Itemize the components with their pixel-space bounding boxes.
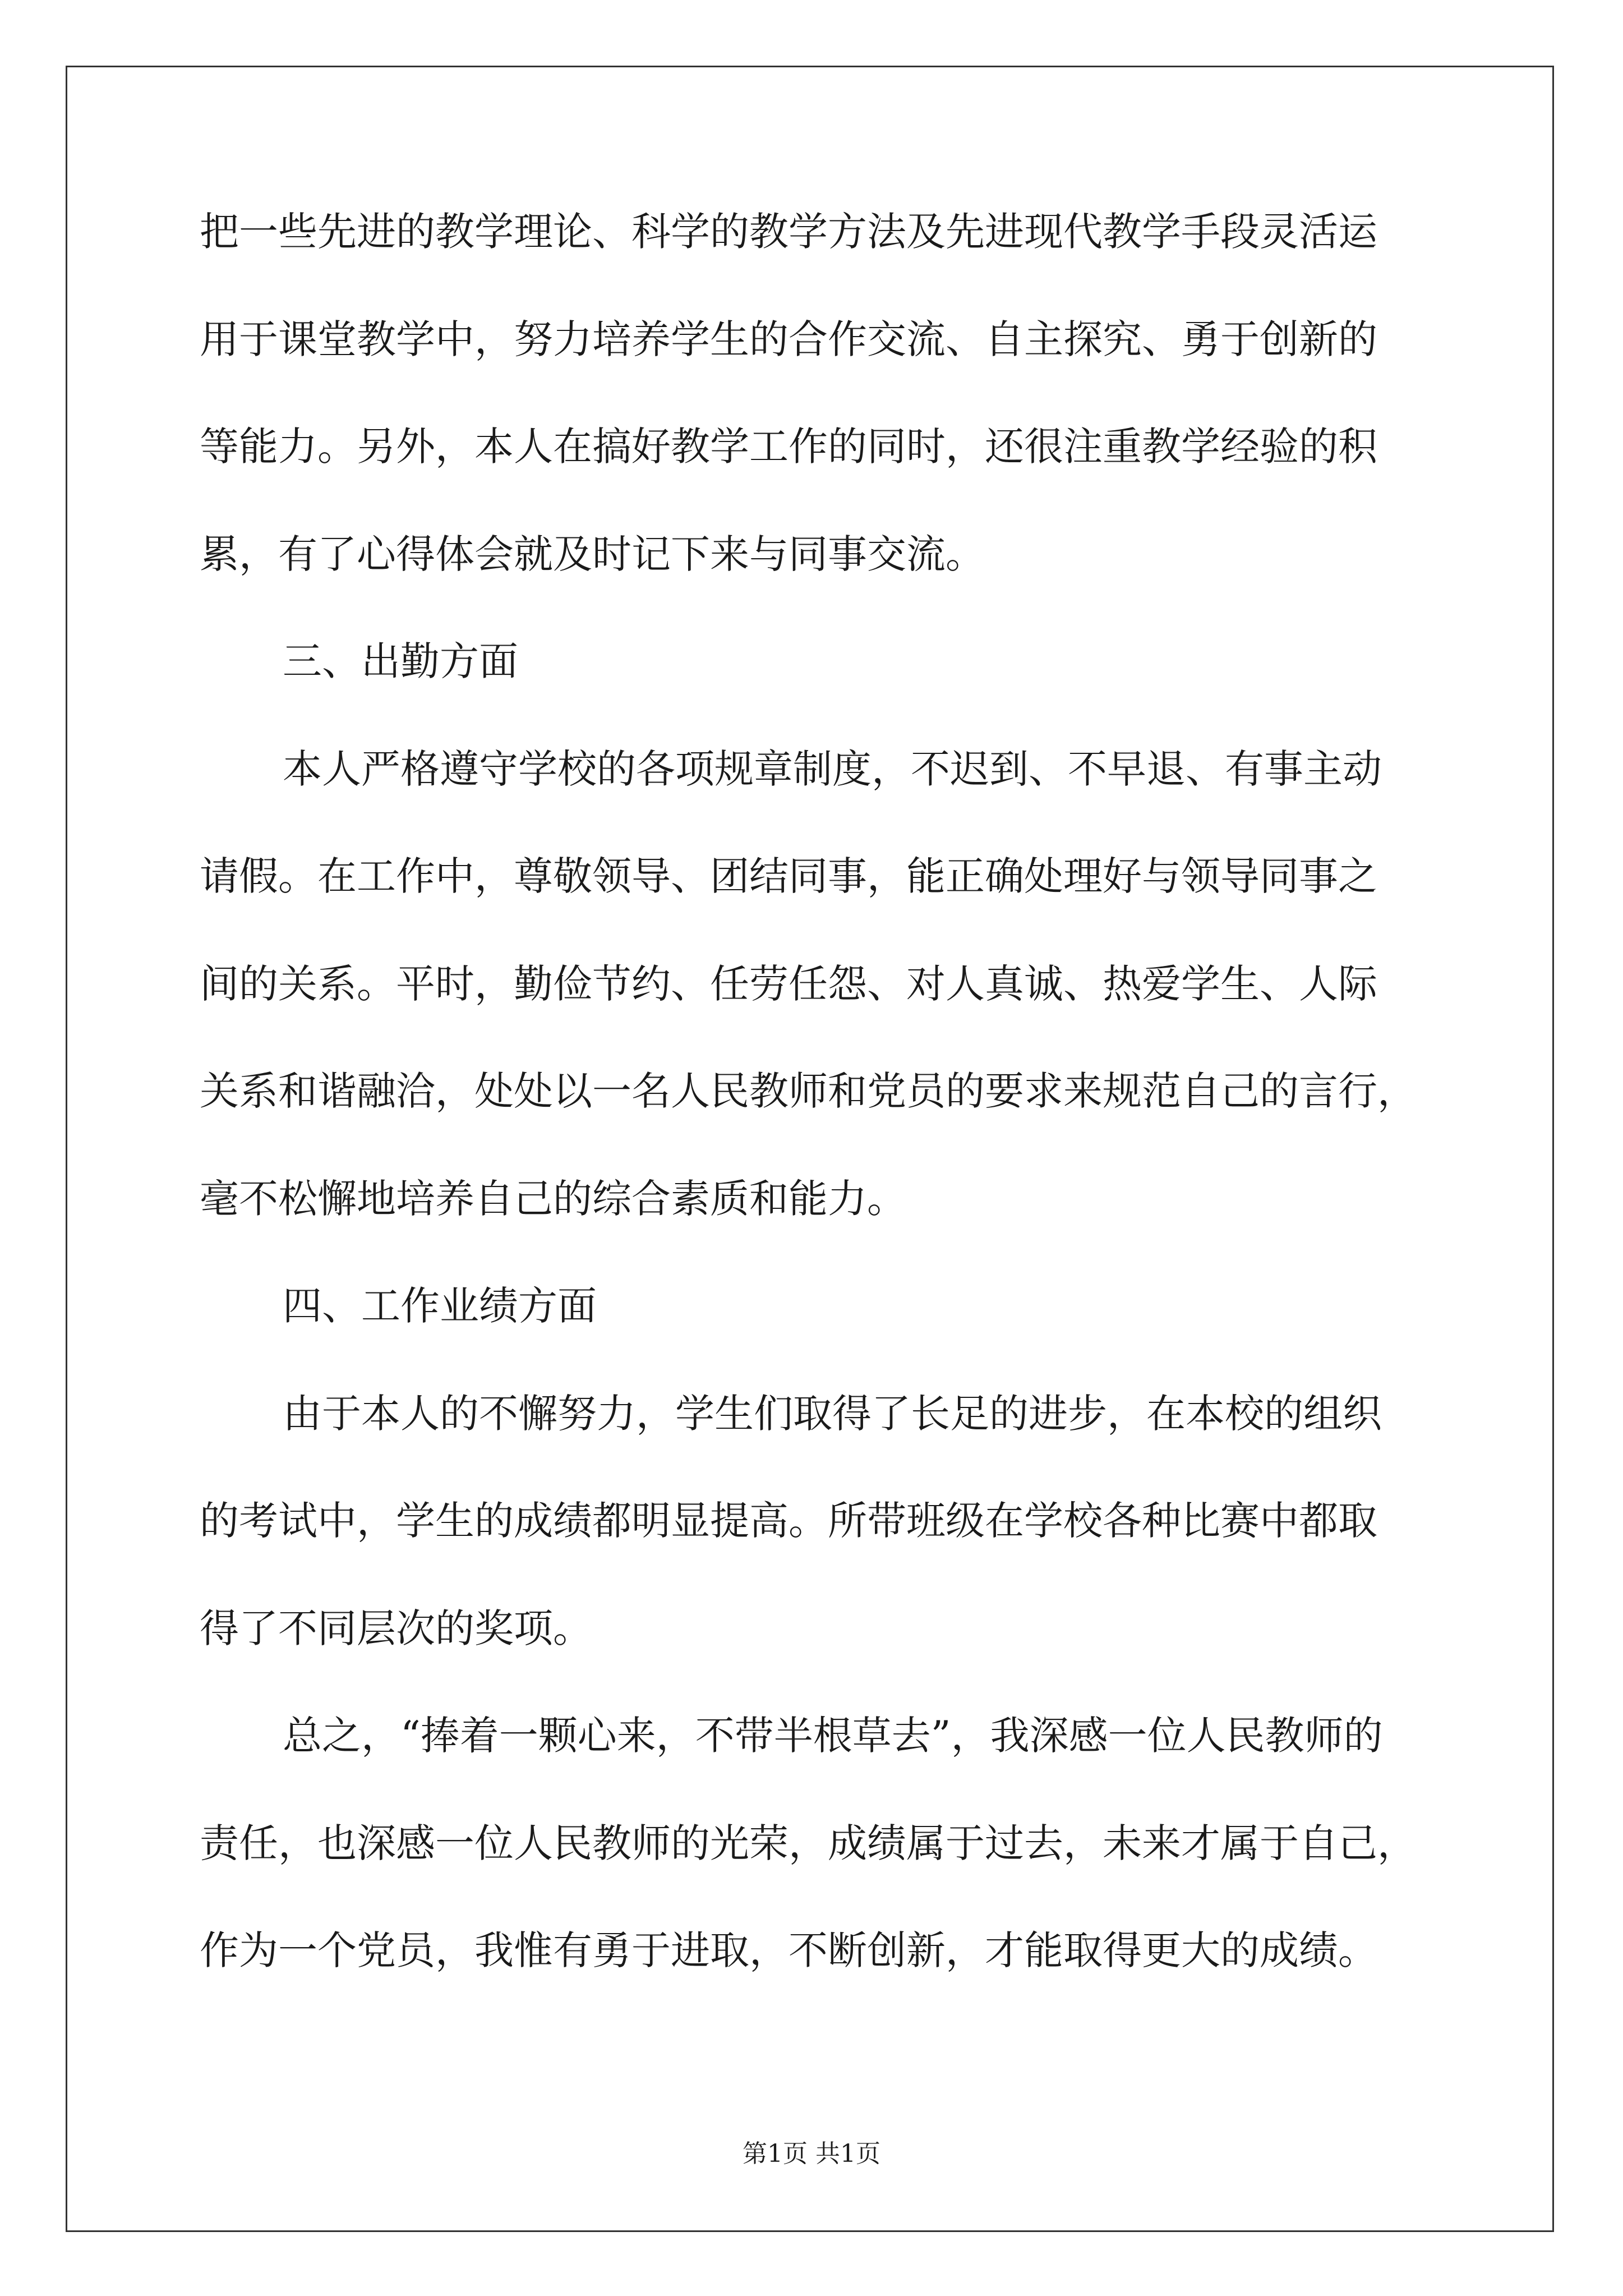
text-line: 间的关系。平时，勤俭节约、任劳任怨、对人真诚、热爱学生、人际 <box>200 960 1377 1007</box>
text-line: 的考试中，学生的成绩都明显提高。所带班级在学校各种比赛中都取 <box>200 1498 1377 1544</box>
text-line: 毫不松懈地培养自己的综合素质和能力。 <box>200 1175 906 1222</box>
text-line: 得了不同层次的奖项。 <box>200 1605 592 1651</box>
section-heading-performance: 四、工作业绩方面 <box>283 1283 597 1329</box>
text-line: 本人严格遵守学校的各项规章制度，不迟到、不早退、有事主动 <box>283 746 1382 792</box>
text-line: 累，有了心得体会就及时记下来与同事交流。 <box>200 531 985 577</box>
section-heading-attendance: 三、出勤方面 <box>283 638 518 684</box>
document-body <box>200 209 1433 2039</box>
page-number-footer: 第1页 共1页 <box>743 2139 880 2168</box>
text-line: 责任，也深感一位人民教师的光荣，成绩属于过去，未来才属于自己， <box>200 1820 1417 1866</box>
text-line: 总之，“捧着一颗心来，不带半根草去”，我深感一位人民教师的 <box>283 1713 1383 1759</box>
text-line: 由于本人的不懈努力，学生们取得了长足的进步，在本校的组织 <box>283 1390 1382 1437</box>
text-line: 等能力。另外，本人在搞好教学工作的同时，还很注重教学经验的积 <box>200 424 1377 470</box>
text-line: 作为一个党员，我惟有勇于进取，不断创新，才能取得更大的成绩。 <box>200 1927 1377 1973</box>
text-line: 请假。在工作中，尊敬领导、团结同事，能正确处理好与领导同事之 <box>200 853 1377 899</box>
text-line: 把一些先进的教学理论、科学的教学方法及先进现代教学手段灵活运 <box>200 209 1377 255</box>
text-line: 关系和谐融洽，处处以一名人民教师和党员的要求来规范自己的言行， <box>200 1068 1417 1114</box>
text-line: 用于课堂教学中，努力培养学生的合作交流、自主探究、勇于创新的 <box>200 316 1377 362</box>
